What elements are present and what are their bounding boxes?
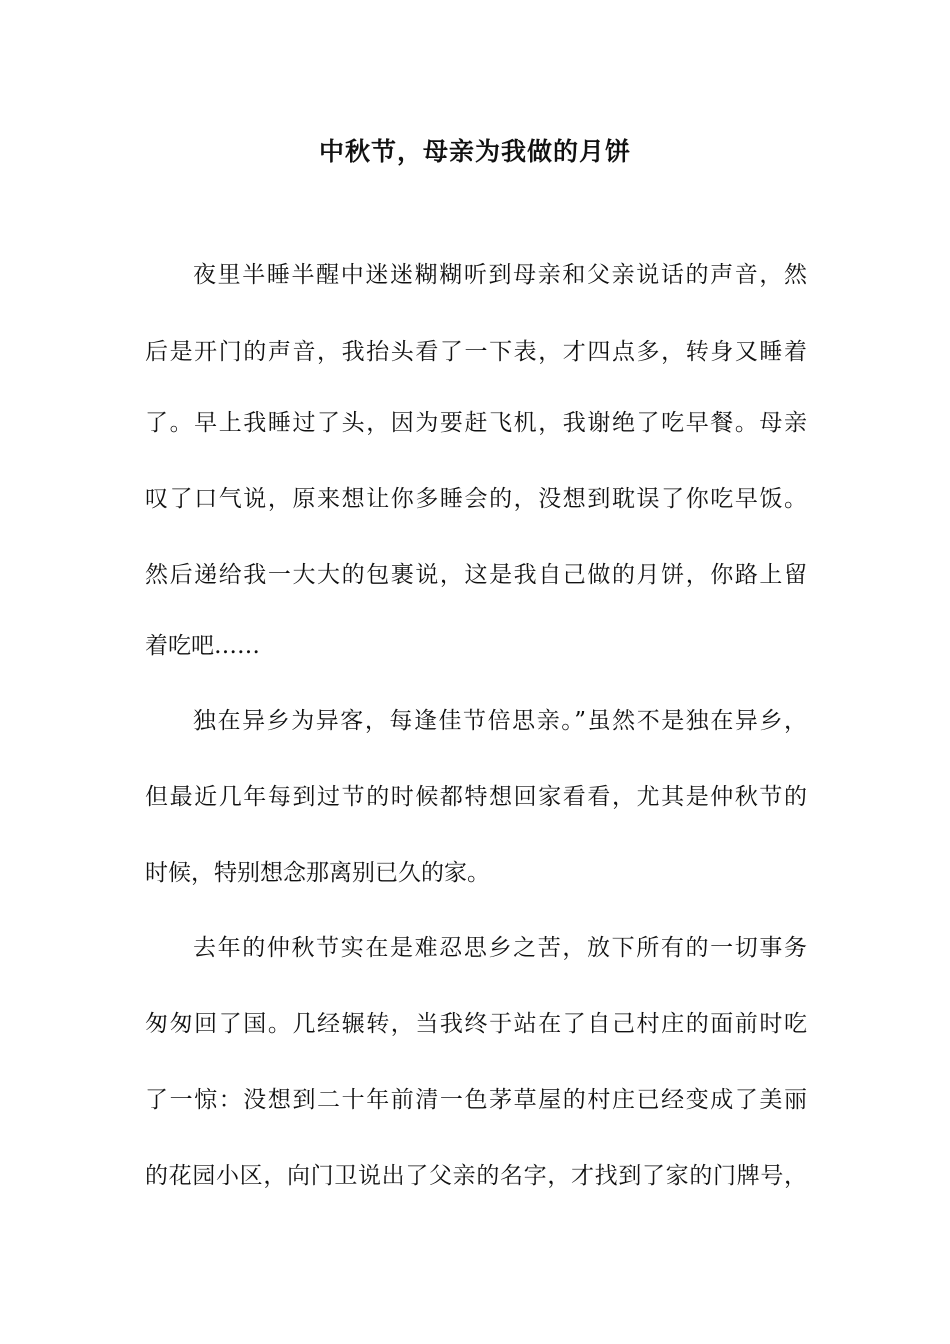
paragraph-3-line-2: 匆匆回了国。几经辗转，当我终于站在了自己村庄的面前时吃 [145,1011,807,1037]
paragraph-1-line-2: 后是开门的声音，我抬头看了一下表，才四点多，转身又睡着 [145,339,807,365]
paragraph-3-line-3: 了一惊：没想到二十年前清一色茅草屋的村庄已经变成了美丽 [145,1087,807,1113]
paragraph-2-line-1: 独在异乡为异客，每逢佳节倍思亲。”虽然不是独在异乡， [193,708,807,734]
paragraph-1-line-4: 叹了口气说，原来想让你多睡会的，没想到耽误了你吃早饭。 [145,486,807,512]
paragraph-2-line-2: 但最近几年每到过节的时候都特想回家看看，尤其是仲秋节的 [145,784,807,810]
document-title: 中秋节，母亲为我做的月饼 [318,137,631,166]
paragraph-3-line-4: 的花园小区，向门卫说出了父亲的名字，才找到了家的门牌号， [145,1163,807,1189]
paragraph-2-line-3: 时候，特别想念那离别已久的家。 [145,860,490,886]
paragraph-1-line-5: 然后递给我一大大的包裹说，这是我自己做的月饼，你路上留 [145,562,807,588]
paragraph-1-line-1: 夜里半睡半醒中迷迷糊糊听到母亲和父亲说话的声音，然 [193,262,807,288]
paragraph-1-line-3: 了。早上我睡过了头，因为要赶飞机，我谢绝了吃早餐。母亲 [145,410,807,436]
paragraph-3-line-1: 去年的仲秋节实在是难忍思乡之苦，放下所有的一切事务 [193,935,807,961]
paragraph-1-line-6: 着吃吧…… [145,633,260,659]
